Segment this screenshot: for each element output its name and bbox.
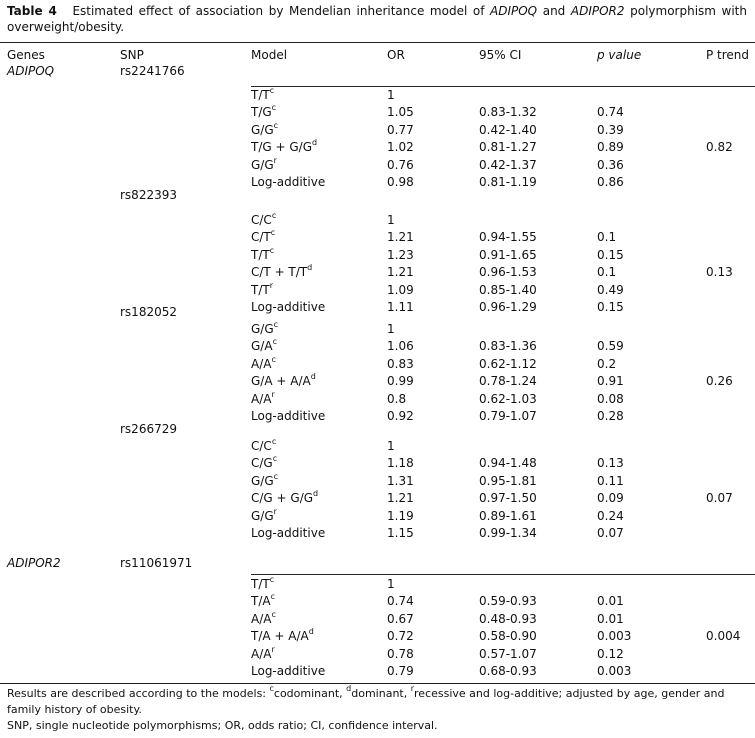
model-cell [251,282,273,299]
snp-id: rs822393 [120,188,177,202]
ci-cell: 0.57-1.07 [479,647,537,661]
model-superscript: c [271,103,277,112]
model-superscript: d [308,627,314,636]
snp-id: rs182052 [120,305,177,319]
ci-cell: 0.81-1.27 [479,140,537,154]
header-p-trend: P trend [706,48,750,62]
table-label: Table 4 [7,4,57,18]
p-value-cell: 0.003 [597,664,632,678]
model-name: T/G + G/G [251,140,312,154]
model-cell [251,157,277,174]
model-name: G/G [251,123,274,137]
model-superscript: r [271,645,275,654]
ci-cell: 0.85-1.40 [479,283,537,297]
model-cell [251,490,318,507]
footnote-sup-d: d [346,684,352,694]
model-cell [251,508,277,525]
p-value-cell: 0.74 [597,105,624,119]
table-caption [7,3,747,35]
model-superscript: c [273,320,279,329]
model-superscript: c [270,592,275,601]
ci-cell: 0.99-1.34 [479,526,537,540]
model-name: T/T [251,283,270,297]
model-name: T/A [251,594,271,608]
snp-id: rs2241766 [120,64,185,78]
or-cell: 0.99 [387,374,414,388]
model-superscript: c [269,86,275,95]
model-superscript: c [272,337,277,346]
p-value-cell: 0.1 [597,265,617,279]
caption-gene-1: ADIPOQ [490,4,538,18]
model-cell [251,391,275,408]
ci-cell: 0.79-1.07 [479,409,537,423]
p-value-cell: 0.07 [597,526,624,540]
or-cell: 0.98 [387,175,414,189]
ci-cell: 0.58-0.90 [479,629,537,643]
footnote-abbreviations: SNP, single nucleotide polymorphisms; OR, odds ratio; CI, confidence interval. [7,719,438,732]
p-value-cell: 0.24 [597,509,624,523]
footnote-sup-c: c [269,684,274,694]
or-cell: 1 [387,577,395,591]
model-superscript: r [271,390,275,399]
ci-cell: 0.94-1.48 [479,456,537,470]
or-cell: 0.72 [387,629,414,643]
model-name: C/G [251,456,273,470]
or-cell: 0.8 [387,392,407,406]
model-superscript: c [271,437,277,446]
p-value-cell: 0.11 [597,474,624,488]
model-superscript: c [269,575,275,584]
or-cell: 0.83 [387,357,414,371]
p-value-cell: 0.49 [597,283,624,297]
or-cell: 1.23 [387,248,414,262]
p-value-cell: 0.1 [597,230,617,244]
model-cell [251,321,278,338]
model-superscript: c [273,121,279,130]
model-cell [251,299,325,316]
model-superscript: d [310,372,316,381]
model-cell [251,408,325,425]
model-name: T/T [251,88,270,102]
p-value-cell: 0.59 [597,339,624,353]
or-cell: 1.18 [387,456,414,470]
model-name: T/A + A/A [251,629,309,643]
model-cell [251,356,276,373]
model-name: T/T [251,248,270,262]
p-value-cell: 0.15 [597,300,624,314]
p-trend-cell: 0.13 [706,265,733,279]
or-cell: 1.05 [387,105,414,119]
model-superscript: d [307,263,313,272]
p-trend-cell: 0.82 [706,140,733,154]
or-cell: 1.09 [387,283,414,297]
p-value-cell: 0.08 [597,392,624,406]
model-name: T/T [251,577,270,591]
model-name: T/G [251,105,272,119]
ci-cell: 0.83-1.36 [479,339,537,353]
model-name: C/C [251,213,272,227]
model-name: C/T + T/T [251,265,308,279]
caption-text-before: Estimated effect of association by Mendelian inheritance model of [72,4,485,18]
model-superscript: c [269,246,275,255]
p-value-cell: 0.39 [597,123,624,137]
ci-cell: 0.94-1.55 [479,230,537,244]
header-ci: 95% CI [479,48,522,62]
p-trend-cell: 0.26 [706,374,733,388]
caption-text-mid: and [542,4,566,18]
model-cell [251,87,274,104]
model-superscript: c [270,228,276,237]
or-cell: 1.21 [387,491,414,505]
model-name: G/G [251,158,274,172]
or-cell: 0.74 [387,594,414,608]
p-value-cell: 0.36 [597,158,624,172]
or-cell: 1.11 [387,300,414,314]
model-superscript: r [273,507,277,516]
or-cell: 0.79 [387,664,414,678]
p-trend-cell: 0.004 [706,629,741,643]
model-name: G/A + A/A [251,374,311,388]
or-cell: 1 [387,88,395,102]
p-trend-cell: 0.07 [706,491,733,505]
model-cell [251,174,325,191]
model-cell [251,212,276,229]
model-name: G/A [251,339,273,353]
top-rule [0,42,755,43]
model-cell [251,438,276,455]
model-name: Log-additive [251,409,326,423]
or-cell: 0.78 [387,647,414,661]
model-superscript: c [271,610,276,619]
p-value-cell: 0.003 [597,629,632,643]
model-name: G/G [251,474,274,488]
model-superscript: d [313,489,319,498]
model-cell [251,247,274,264]
ci-cell: 0.78-1.24 [479,374,537,388]
or-cell: 1 [387,439,395,453]
model-cell [251,663,325,680]
p-value-cell: 0.86 [597,175,624,189]
model-name: C/C [251,439,272,453]
model-cell [251,593,275,610]
ci-cell: 0.59-0.93 [479,594,537,608]
snp-id: rs266729 [120,422,177,436]
model-superscript: d [312,138,318,147]
or-cell: 0.76 [387,158,414,172]
p-value-cell: 0.01 [597,612,624,626]
p-value-cell: 0.89 [597,140,624,154]
ci-cell: 0.62-1.12 [479,357,537,371]
footnote-dominant: dominant, [351,687,408,700]
model-name: Log-additive [251,300,326,314]
caption-text-after: polymorphism with overweight/obesity. [7,4,747,34]
or-cell: 1 [387,322,395,336]
model-name: A/A [251,357,272,371]
ci-cell: 0.42-1.40 [479,123,537,137]
p-value-cell: 0.2 [597,357,617,371]
model-name: Log-additive [251,664,326,678]
or-cell: 1.15 [387,526,414,540]
or-cell: 1 [387,213,395,227]
model-superscript: c [273,472,279,481]
ci-cell: 0.83-1.32 [479,105,537,119]
model-cell [251,338,277,355]
section-rule [251,574,755,575]
model-name: G/G [251,509,274,523]
snp-id: rs11061971 [120,556,193,570]
model-name: Log-additive [251,175,326,189]
model-superscript: c [272,454,278,463]
or-cell: 1.06 [387,339,414,353]
p-value-cell: 0.91 [597,374,624,388]
p-value-cell: 0.12 [597,647,624,661]
header-p-value: p value [597,48,642,62]
model-name: A/A [251,612,272,626]
header-snp: SNP [120,48,144,62]
model-cell [251,139,317,156]
footnote-models [7,686,747,718]
model-name: A/A [251,647,272,661]
model-cell [251,646,275,663]
model-name: C/G + G/G [251,491,314,505]
p-value-cell: 0.28 [597,409,624,423]
model-cell [251,229,275,246]
model-superscript: r [273,156,277,165]
or-cell: 1.19 [387,509,414,523]
model-superscript: r [269,281,273,290]
model-name: Log-additive [251,526,326,540]
model-cell [251,373,316,390]
model-superscript: c [271,211,277,220]
footnote-sup-r: r [410,684,415,694]
footnote-codominant: codominant, [273,687,343,700]
or-cell: 1.02 [387,140,414,154]
ci-cell: 0.62-1.03 [479,392,537,406]
ci-cell: 0.48-0.93 [479,612,537,626]
or-cell: 1.21 [387,265,414,279]
gene-name: ADIPOR2 [7,556,61,570]
model-cell [251,576,274,593]
model-cell [251,264,312,281]
model-cell [251,455,277,472]
p-value-cell: 0.15 [597,248,624,262]
ci-cell: 0.97-1.50 [479,491,537,505]
or-cell: 1.21 [387,230,414,244]
model-superscript: c [271,355,276,364]
ci-cell: 0.68-0.93 [479,664,537,678]
or-cell: 0.67 [387,612,414,626]
ci-cell: 0.89-1.61 [479,509,537,523]
header-or: OR [387,48,405,62]
p-value-cell: 0.01 [597,594,624,608]
header-model: Model [251,48,288,62]
model-cell [251,122,278,139]
ci-cell: 0.96-1.53 [479,265,537,279]
ci-cell: 0.91-1.65 [479,248,537,262]
model-cell [251,473,278,490]
bottom-rule [0,683,755,684]
or-cell: 1.31 [387,474,414,488]
ci-cell: 0.95-1.81 [479,474,537,488]
gene-name: ADIPOQ [7,64,55,78]
p-value-cell: 0.09 [597,491,624,505]
model-cell [251,628,314,645]
or-cell: 0.92 [387,409,414,423]
p-value-cell: 0.13 [597,456,624,470]
footnote-recessive: recessive and log-additive; adjusted by age, gender and family history of obesity. [7,687,725,716]
model-cell [251,611,276,628]
caption-gene-2: ADIPOR2 [570,4,625,18]
footnote-text: Results are described according to the models: [7,687,266,700]
ci-cell: 0.42-1.37 [479,158,537,172]
model-cell [251,525,325,542]
model-name: G/G [251,322,274,336]
header-genes: Genes [7,48,45,62]
ci-cell: 0.81-1.19 [479,175,537,189]
model-cell [251,104,276,121]
ci-cell: 0.96-1.29 [479,300,537,314]
model-name: A/A [251,392,272,406]
or-cell: 0.77 [387,123,414,137]
model-name: C/T [251,230,271,244]
section-rule [251,86,755,87]
